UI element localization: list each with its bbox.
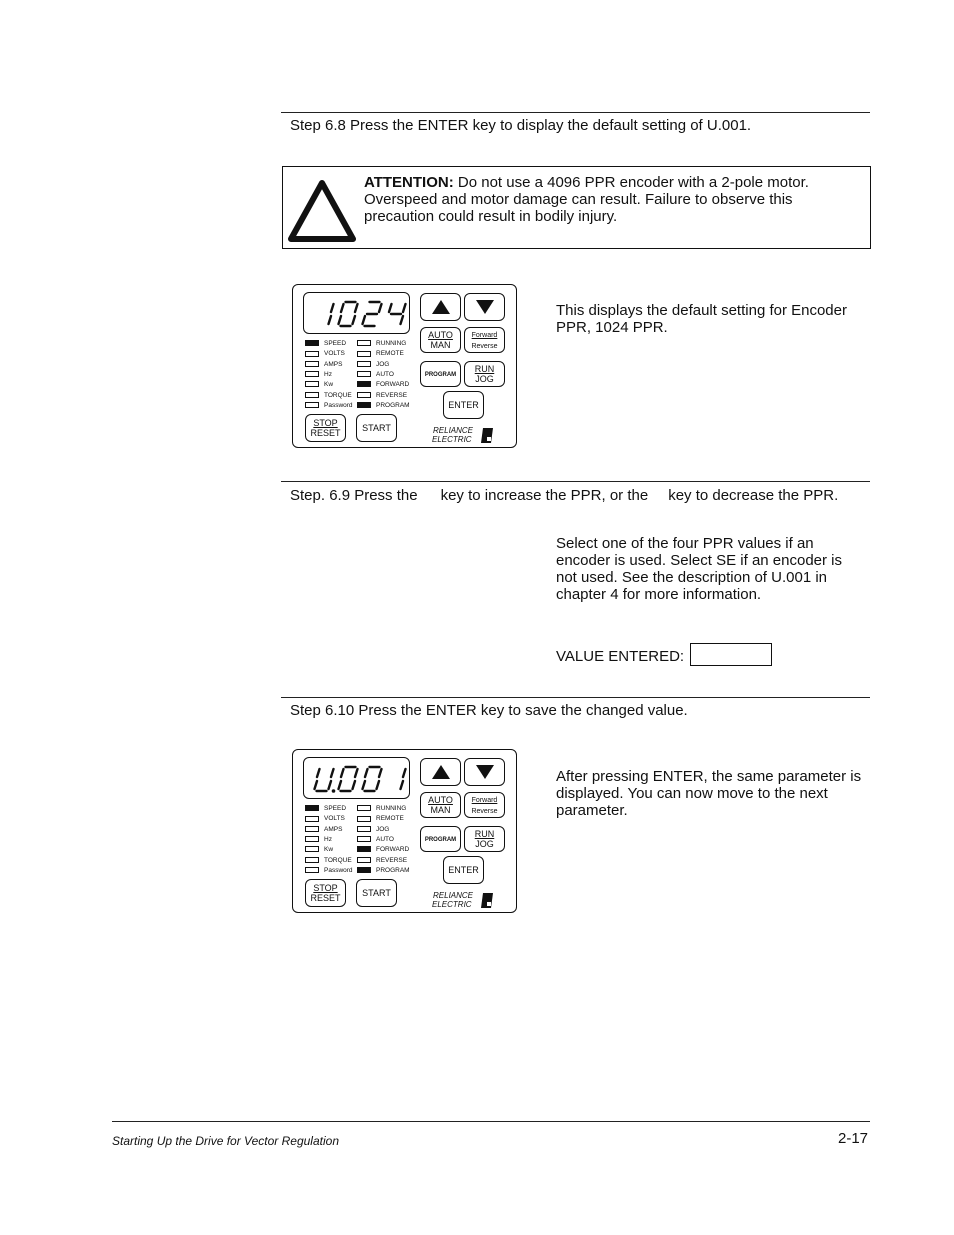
display-segment [401, 781, 404, 789]
program-label: PROGRAM [424, 837, 457, 843]
display-segment [365, 769, 368, 777]
jog-label: JOG [475, 374, 494, 384]
display-segment [329, 316, 332, 324]
down-arrow-icon [475, 299, 495, 315]
led-label: Hz [324, 370, 332, 378]
display-segment [379, 304, 382, 312]
led-label: TORQUE [324, 391, 352, 399]
display-segment [377, 781, 380, 789]
led-indicator [357, 351, 371, 357]
led-password [305, 401, 353, 411]
led-indicator [305, 392, 319, 398]
display-segment [355, 769, 358, 777]
start-label: START [362, 888, 391, 898]
display-segment [353, 781, 356, 789]
led-label: RUNNING [376, 805, 407, 812]
up-arrow-button[interactable] [420, 293, 461, 321]
led-hz [305, 370, 332, 380]
program-label: PROGRAM [424, 372, 457, 378]
led-volts [305, 814, 345, 824]
led-kw [305, 380, 333, 390]
display-segment [353, 316, 356, 324]
led-auto [357, 835, 394, 845]
warning-triangle-icon [287, 175, 357, 245]
display-segment [379, 769, 382, 777]
up-arrow-icon [431, 764, 451, 780]
led-label: AMPS [324, 825, 343, 833]
led-amps [305, 825, 342, 835]
led-label: PROGRAM [376, 866, 410, 874]
stop-reset-button[interactable] [305, 879, 346, 907]
led-indicator [357, 846, 371, 852]
attention-box [282, 166, 871, 249]
led-label: REVERSE [376, 391, 408, 399]
led-indicator [305, 340, 319, 346]
page-number: 2-17 [838, 1130, 869, 1147]
led-program [357, 401, 410, 411]
man-label: MAN [430, 340, 451, 350]
led-remote [357, 814, 404, 824]
led-reverse [357, 856, 407, 866]
brand-line-1: RELIANCE [433, 891, 474, 900]
stop-label: STOP [313, 418, 338, 428]
led-speed [305, 339, 346, 349]
led-label: REMOTE [376, 350, 404, 358]
display-segment [329, 781, 332, 789]
led-jog [357, 825, 389, 835]
auto-label: AUTO [428, 795, 453, 805]
enter-label: ENTER [448, 400, 479, 410]
description-after-enter: After pressing ENTER, the same parameter is displayed. You can now move to the next parameter. [556, 768, 862, 819]
footer-title: Starting Up the Drive for Vector Regulation [112, 1134, 339, 1148]
start-label: START [362, 423, 391, 433]
led-indicator [357, 836, 371, 842]
attention-text: Do not use a 4096 PPR encoder with a 2-pole motor. Overspeed and motor damage can result. Failure to observe this precaution could result in bodily injury. [364, 174, 809, 225]
led-forward [357, 380, 409, 390]
led-indicator [305, 846, 319, 852]
brand-line-2: ELECTRIC [432, 435, 472, 444]
led-indicator [305, 805, 319, 811]
led-indicator [357, 857, 371, 863]
keypad-2 [292, 749, 517, 913]
led-label: SPEED [324, 340, 347, 347]
display-segment [341, 769, 344, 777]
led-torque [305, 856, 352, 866]
section-rule-lower [281, 697, 870, 698]
led-label: Kw [324, 381, 334, 389]
program-button[interactable] [420, 826, 461, 852]
led-indicator [357, 826, 371, 832]
display-segment [389, 304, 392, 312]
step-6-10: Step 6.10 Press the ENTER key to save the changed value. [290, 702, 688, 719]
down-arrow-button[interactable] [464, 758, 505, 786]
led-label: JOG [376, 360, 390, 368]
up-arrow-icon [431, 299, 451, 315]
down-arrow-icon [475, 764, 495, 780]
brand-line-1: RELIANCE [433, 426, 474, 435]
led-label: REVERSE [376, 856, 408, 864]
forward-reverse-button[interactable] [464, 327, 505, 353]
led-indicator [357, 381, 371, 387]
program-button[interactable] [420, 361, 461, 387]
auto-man-button[interactable] [420, 327, 461, 353]
enter-button[interactable] [443, 391, 484, 419]
led-torque [305, 391, 352, 401]
led-forward [357, 845, 409, 855]
display-segment [355, 304, 358, 312]
led-jog [357, 360, 389, 370]
display-segment [315, 781, 318, 789]
forward-label: Forward [471, 332, 498, 339]
led-label: TORQUE [324, 856, 352, 864]
led-reverse [357, 391, 407, 401]
led-speed [305, 804, 346, 814]
start-button[interactable] [356, 879, 397, 907]
led-indicator [357, 402, 371, 408]
forward-reverse-button[interactable] [464, 792, 505, 818]
led-indicator [357, 816, 371, 822]
enter-label: ENTER [448, 865, 479, 875]
stop-label: STOP [313, 883, 338, 893]
display-segment [363, 781, 366, 789]
brand-logo-icon [481, 893, 493, 908]
led-label: RUNNING [376, 340, 407, 347]
display-segment [339, 781, 342, 789]
led-label: VOLTS [324, 350, 345, 358]
attention-label: ATTENTION: [364, 174, 454, 191]
display-segment [331, 304, 334, 312]
led-label: FORWARD [376, 381, 410, 389]
led-kw [305, 845, 333, 855]
step-6-9-part-a: Step. 6.9 Press the [290, 487, 418, 504]
run-label: RUN [474, 829, 495, 839]
display-segment [317, 769, 320, 777]
run-jog-button[interactable] [464, 361, 505, 387]
description-ppr-values: Select one of the four PPR values if an encoder is used. Select SE if an encoder is not used. See the description of U.001 in chapter 4 for more information. [556, 535, 842, 603]
reverse-label: Reverse [471, 808, 498, 815]
run-label: RUN [474, 364, 495, 374]
start-button[interactable] [356, 414, 397, 442]
keypad-1 [292, 284, 517, 448]
led-indicator [305, 816, 319, 822]
led-label: Password [324, 401, 353, 409]
display-segment [403, 304, 406, 312]
led-indicator [305, 857, 319, 863]
led-label: JOG [376, 825, 390, 833]
led-indicator [357, 361, 371, 367]
auto-man-button[interactable] [420, 792, 461, 818]
led-label: AMPS [324, 360, 343, 368]
reset-label: RESET [310, 893, 341, 903]
run-jog-button[interactable] [464, 826, 505, 852]
led-label: PROGRAM [376, 401, 410, 409]
seven-segment-display [304, 758, 411, 800]
footer-rule [112, 1121, 870, 1122]
value-entered-field[interactable] [690, 643, 772, 666]
display-segment [341, 304, 344, 312]
man-label: MAN [430, 805, 451, 815]
brand-name [432, 891, 473, 909]
led-indicator [305, 402, 319, 408]
step-6-9-part-b: key to increase the PPR, or the [440, 487, 649, 504]
led-indicator [305, 371, 319, 377]
display-decimal-point [332, 789, 336, 793]
display-segment [401, 316, 404, 324]
up-arrow-button[interactable] [420, 758, 461, 786]
led-indicator [305, 826, 319, 832]
forward-label: Forward [471, 797, 498, 804]
led-indicator [305, 381, 319, 387]
display-segment [363, 316, 366, 324]
led-running [357, 804, 406, 814]
jog-label: JOG [475, 839, 494, 849]
led-indicator [357, 340, 371, 346]
display-segment [403, 769, 406, 777]
led-label: FORWARD [376, 846, 410, 854]
value-entered-label: VALUE ENTERED: [556, 648, 685, 665]
brand-logo-icon [481, 428, 493, 443]
led-indicator [305, 867, 319, 873]
display-segment [339, 316, 342, 324]
reset-label: RESET [310, 428, 341, 438]
led-label: REMOTE [376, 815, 404, 823]
led-label: Hz [324, 835, 332, 843]
enter-button[interactable] [443, 856, 484, 884]
led-auto [357, 370, 394, 380]
led-indicator [357, 371, 371, 377]
reverse-label: Reverse [471, 343, 498, 350]
led-label: Password [324, 866, 353, 874]
led-amps [305, 360, 342, 370]
seven-segment-display [304, 293, 411, 335]
led-label: Kw [324, 846, 334, 854]
display-segment [331, 769, 334, 777]
led-remote [357, 349, 404, 359]
led-indicator [357, 805, 371, 811]
led-indicator [357, 867, 371, 873]
auto-label: AUTO [428, 330, 453, 340]
step-6-8: Step 6.8 Press the ENTER key to display the default setting of U.001. [290, 117, 752, 134]
led-indicator [305, 351, 319, 357]
attention-message [364, 174, 854, 225]
led-indicator [357, 392, 371, 398]
brand-line-2: ELECTRIC [432, 900, 472, 909]
step-6-9 [290, 487, 838, 505]
led-hz [305, 835, 332, 845]
step-6-9-part-c: key to decrease the PPR. [668, 487, 839, 504]
led-program [357, 866, 410, 876]
led-label: SPEED [324, 805, 347, 812]
led-label: VOLTS [324, 815, 345, 823]
led-indicator [305, 836, 319, 842]
description-default-ppr: This displays the default setting for Encoder PPR, 1024 PPR. [556, 302, 847, 336]
led-label: AUTO [376, 835, 394, 843]
led-volts [305, 349, 345, 359]
down-arrow-button[interactable] [464, 293, 505, 321]
led-indicator [305, 361, 319, 367]
brand-name [432, 426, 473, 444]
led-label: AUTO [376, 370, 394, 378]
led-running [357, 339, 406, 349]
keypad-display [303, 292, 410, 334]
led-password [305, 866, 353, 876]
stop-reset-button[interactable] [305, 414, 346, 442]
section-rule-top [281, 112, 870, 113]
keypad-display [303, 757, 410, 799]
section-rule-mid [281, 481, 870, 482]
